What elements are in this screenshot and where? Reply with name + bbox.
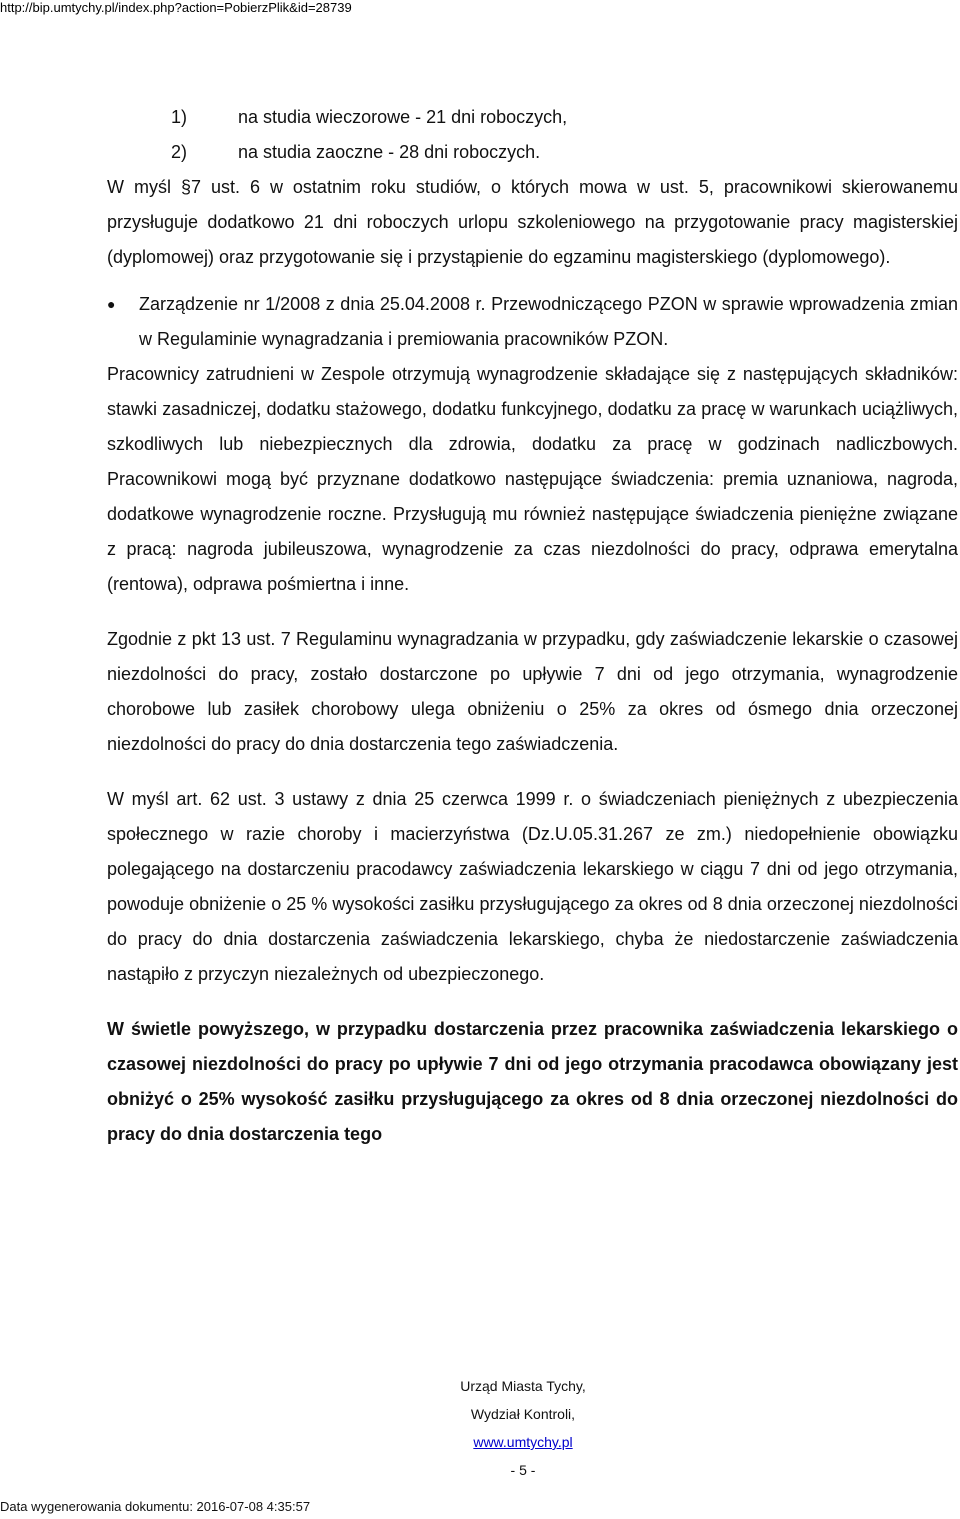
- paragraph-conclusion: W świetle powyższego, w przypadku dostarczenia przez pracownika zaświadczenia lekarskiego o czasowej niezdolności do pracy po upływie 7 dni od jego otrzymania pracodawca obowiązany jest obniżyć o 25% wysokość zasiłku przysługującego za okres od 8 dnia orzeczonej niezdolności do pracy do dnia dostarczenia tego: [107, 1019, 958, 1144]
- page-footer: [0, 1372, 960, 1484]
- list-item: [107, 135, 958, 170]
- list-number: 1): [171, 107, 188, 127]
- list-text: na studia wieczorowe - 21 dni roboczych,: [238, 107, 568, 127]
- document-url: http://bip.umtychy.pl/index.php?action=PobierzPlik&id=28739: [0, 0, 352, 15]
- list-item: [107, 100, 958, 135]
- paragraph-study-leave: W myśl §7 ust. 6 w ostatnim roku studiów, o których mowa w ust. 5, pracownikowi skierowanemu przysługuje dodatkowo 21 dni roboczych urlopu szkoleniowego na przygotowanie pracy magisterskiej (dyplomowej) oraz przygotowanie się i przystąpienie do egzaminu magisterskiego (dyplomowego).: [107, 177, 958, 267]
- paragraph-regulation: Zgodnie z pkt 13 ust. 7 Regulaminu wynagradzania w przypadku, gdy zaświadczenie lekarskie o czasowej niezdolności do pracy, zostało dostarczone po upływie 7 dni od jego otrzymania, wynagrodzenie chorobowe lub zasiłek chorobowy ulega obniżeniu o 25% za okres od ósmego dnia orzeczonej niezdolności do pracy do dnia dostarczenia tego zaświadczenia.: [107, 629, 958, 754]
- list-text: na studia zaoczne - 28 dni roboczych.: [238, 142, 541, 162]
- paragraph-salary-components: Pracownicy zatrudnieni w Zespole otrzymują wynagrodzenie składające się z następujących składników: stawki zasadniczej, dodatku stażowego, dodatku funkcyjnego, dodatku za pracę w warunkach uciążliwych, szkodliwych lub niebezpiecznych dla zdrowia, dodatku za pracę w godzinach nadliczbowych. Pracownikowi mogą być przyznane dodatkowo następujące świadczenia: premia uznaniowa, nagroda, dodatkowe wynagrodzenie roczne. Przysługują mu również następujące świadczenia pieniężne związane z pracą: nagroda jubileuszowa, wynagrodzenie za czas niezdolności do pracy, odprawa emerytalna (rentowa), odprawa pośmiertna i inne.: [107, 364, 958, 594]
- list-number: 2): [171, 142, 188, 162]
- footer-website-link[interactable]: www.umtychy.pl: [473, 1434, 573, 1450]
- bullet-item: [107, 287, 958, 357]
- bullet-icon: ●: [107, 296, 116, 312]
- document-body: [107, 100, 958, 1152]
- footer-department: Wydział Kontroli,: [470, 1406, 576, 1422]
- bullet-text: Zarządzenie nr 1/2008 z dnia 25.04.2008 r. Przewodniczącego PZON w sprawie wprowadzenia zmian w Regulaminie wynagradzania i premiowania pracowników PZON.: [139, 294, 958, 349]
- paragraph-statute: W myśl art. 62 ust. 3 ustawy z dnia 25 czerwca 1999 r. o świadczeniach pieniężnych z ubezpieczenia społecznego w razie choroby i macierzyństwa (Dz.U.05.31.267 ze zm.) niedopełnienie obowiązku polegającego na dostarczeniu pracodawcy zaświadczenia lekarskiego w ciągu 7 dni od jego otrzymania, powoduje obniżenie o 25 % wysokości zasiłku przysługującego za okres od 8 dnia orzeczonej niezdolności do pracy do dnia dostarczenia zaświadczenia lekarskiego, chyba że niedostarczenie zaświadczenia nastąpiło z przyczyn niezależnych od ubezpieczonego.: [107, 789, 958, 984]
- generation-date: Data wygenerowania dokumentu: 2016-07-08 4:35:57: [0, 1499, 311, 1514]
- page-number: - 5 -: [510, 1462, 536, 1478]
- footer-office: Urząd Miasta Tychy,: [460, 1378, 586, 1394]
